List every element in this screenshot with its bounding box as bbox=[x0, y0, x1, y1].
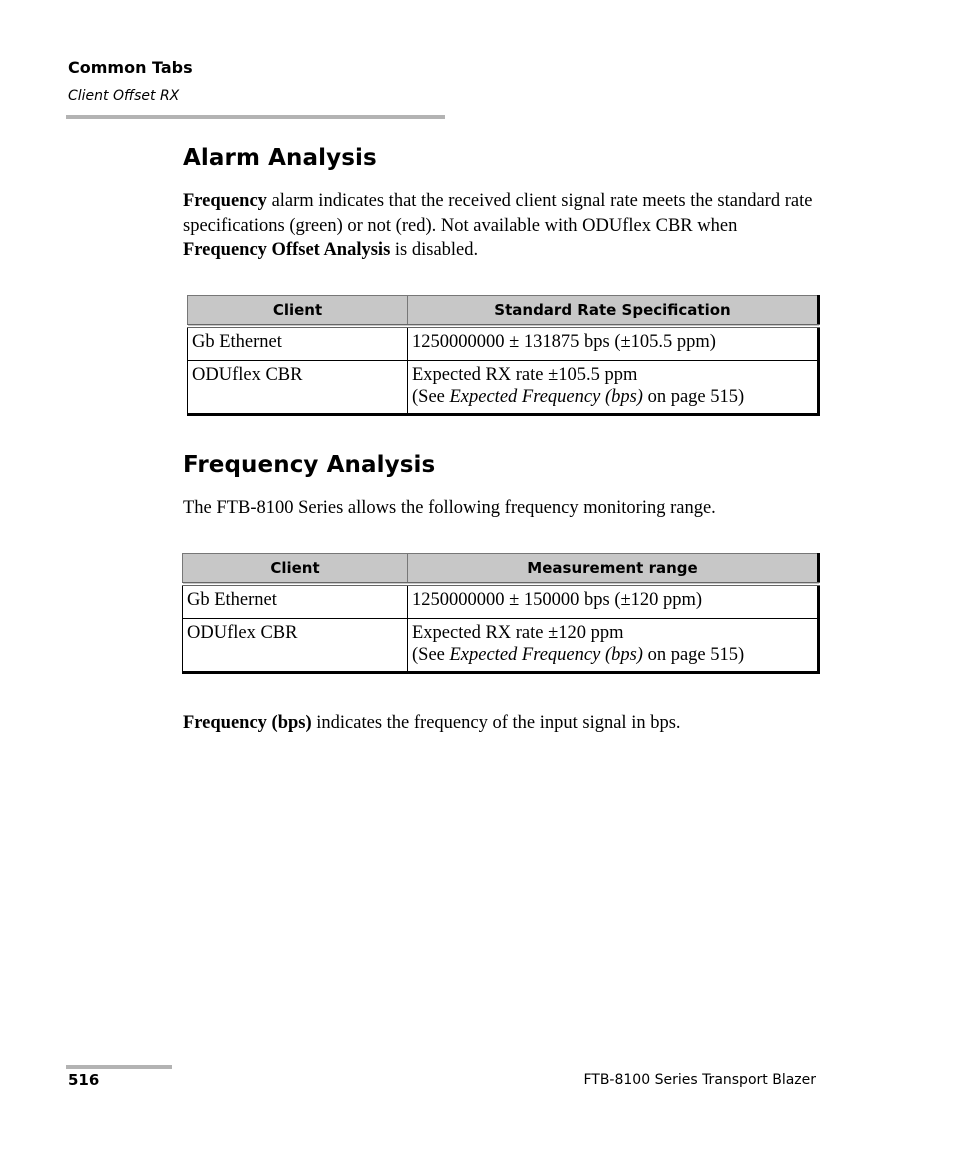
column-header-standard-rate-specification: Standard Rate Specification bbox=[408, 296, 819, 327]
frequency-bps-term: Frequency (bps) bbox=[183, 713, 312, 733]
range-line: Expected RX rate ±120 ppm bbox=[412, 622, 624, 643]
table-row bbox=[183, 618, 819, 672]
frequency-analysis-heading: Frequency Analysis bbox=[183, 452, 436, 478]
cross-reference bbox=[412, 386, 813, 408]
cell-client: Gb Ethernet bbox=[188, 326, 408, 360]
frequency-range-table bbox=[182, 553, 820, 674]
page-number: 516 bbox=[68, 1071, 100, 1089]
alarm-text-2: is disabled. bbox=[390, 240, 479, 260]
frequency-term: Frequency bbox=[183, 191, 267, 211]
cross-reference-link[interactable]: Expected Frequency (bps) bbox=[449, 644, 643, 665]
alarm-text-1: alarm indicates that the received client signal rate meets the standard rate specifications (green) or not (red). Not available with ODUflex CBR when bbox=[183, 191, 813, 236]
column-header-client: Client bbox=[188, 296, 408, 327]
column-header-measurement-range: Measurement range bbox=[408, 554, 819, 585]
frequency-offset-analysis-term: Frequency Offset Analysis bbox=[183, 240, 391, 260]
see-suffix: on page 515) bbox=[642, 386, 745, 407]
table-row bbox=[183, 584, 819, 618]
cell-range bbox=[408, 618, 819, 672]
cell-spec bbox=[408, 360, 819, 414]
running-header-subtitle: Client Offset RX bbox=[68, 88, 180, 104]
header-rule bbox=[66, 115, 445, 119]
document-title: FTB-8100 Series Transport Blazer bbox=[583, 1072, 816, 1088]
see-prefix: (See bbox=[412, 386, 450, 407]
footer-rule bbox=[66, 1065, 172, 1069]
alarm-analysis-paragraph bbox=[183, 189, 823, 263]
table-row bbox=[188, 326, 819, 360]
frequency-analysis-intro: The FTB-8100 Series allows the following frequency monitoring range. bbox=[183, 498, 716, 518]
cell-client: Gb Ethernet bbox=[183, 584, 408, 618]
see-suffix: on page 515) bbox=[642, 644, 745, 665]
frequency-bps-paragraph bbox=[183, 711, 823, 736]
alarm-rate-table bbox=[187, 295, 820, 416]
alarm-analysis-heading: Alarm Analysis bbox=[183, 145, 377, 171]
table-header-row bbox=[188, 296, 819, 327]
cell-client: ODUflex CBR bbox=[188, 360, 408, 414]
frequency-bps-text: indicates the frequency of the input signal in bps. bbox=[311, 713, 681, 733]
spec-line: Expected RX rate ±105.5 ppm bbox=[412, 364, 638, 385]
table-row bbox=[188, 360, 819, 414]
cross-reference bbox=[412, 644, 813, 666]
table-header-row bbox=[183, 554, 819, 585]
running-header-title: Common Tabs bbox=[68, 58, 193, 77]
column-header-client: Client bbox=[183, 554, 408, 585]
cell-spec: 1250000000 ± 131875 bps (±105.5 ppm) bbox=[408, 326, 819, 360]
see-prefix: (See bbox=[412, 644, 450, 665]
cell-range: 1250000000 ± 150000 bps (±120 ppm) bbox=[408, 584, 819, 618]
cell-client: ODUflex CBR bbox=[183, 618, 408, 672]
cross-reference-link[interactable]: Expected Frequency (bps) bbox=[449, 386, 643, 407]
